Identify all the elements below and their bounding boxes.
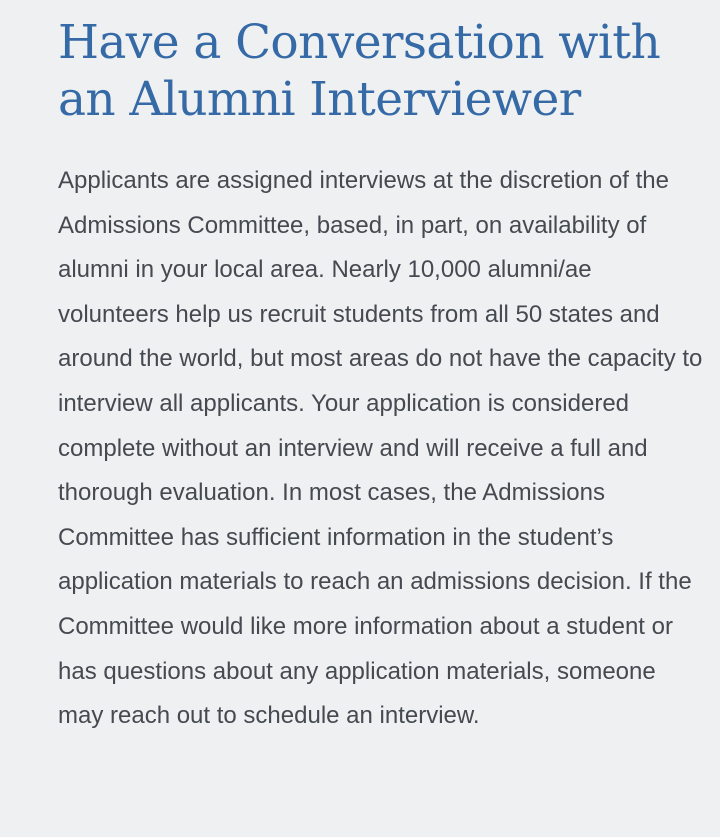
section-heading: Have a Conversation with an Alumni Interviewer [58, 15, 661, 127]
section-body-paragraph: Applicants are assigned interviews at the discretion of the Admissions Committee, based, in part, on availability of alumni in your local area. Nearly 10,000 alumni/ae volunteers help us recruit students from all 50 states and around the world, but most areas do not have the capacity to interview all applicants. Your application is considered complete without an interview and will receive a full and thorough evaluation. In most cases, the Admissions Committee has sufficient information in the student’s application materials to reach an admissions decision. If the Committee would like more information about a student or has questions about any application materials, someone may reach out to schedule an interview. [58, 167, 703, 730]
